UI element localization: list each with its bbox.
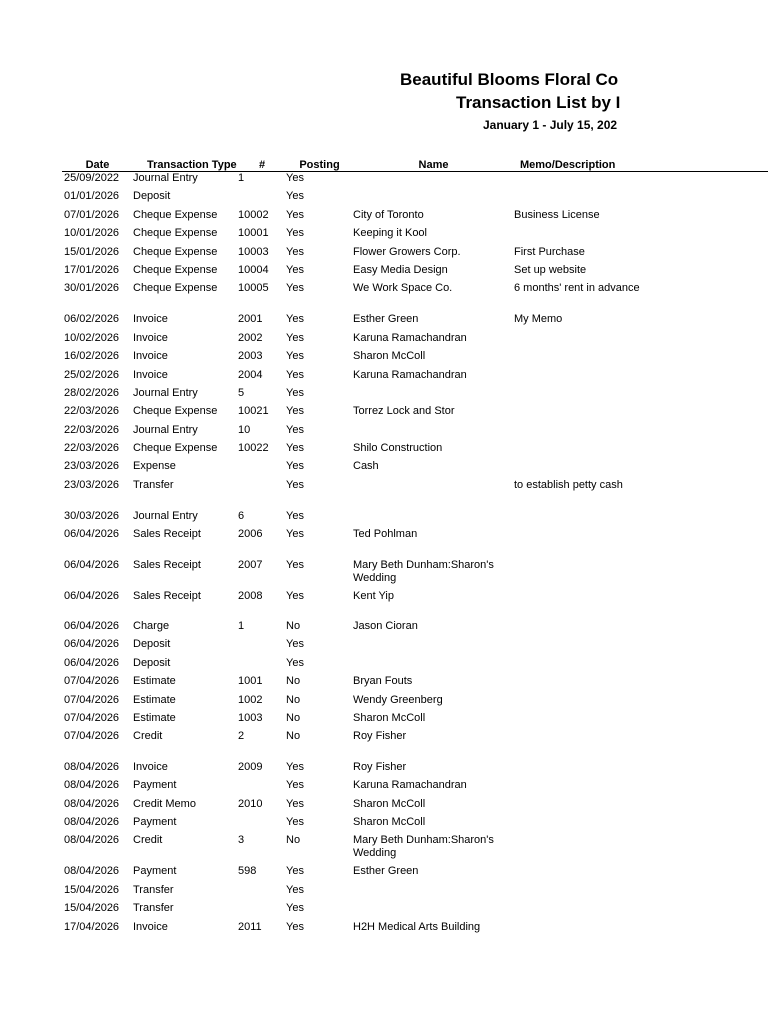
column-header-number: #: [238, 152, 286, 172]
cell-posting: Yes: [286, 190, 304, 203]
cell-transaction-type: Journal Entry: [133, 386, 198, 399]
cell-memo: [514, 510, 768, 528]
cell-date: 07/04/2026: [64, 730, 120, 743]
cell-transaction-type: Payment: [133, 865, 177, 878]
cell-date: 23/03/2026: [64, 460, 120, 473]
cell-transaction-type: Journal Entry: [133, 509, 198, 522]
report-period: January 1 - July 15, 202: [483, 118, 618, 132]
table-row: [62, 657, 768, 675]
cell-posting: No: [286, 693, 301, 706]
cell-name: [353, 638, 514, 656]
cell-date: 06/02/2026: [64, 313, 120, 326]
cell-posting: No: [286, 711, 301, 724]
cell-memo: [514, 902, 768, 920]
cell-memo: [514, 884, 768, 902]
cell-number: 5: [238, 386, 245, 399]
cell-memo: [514, 816, 768, 834]
cell-posting: No: [286, 834, 301, 847]
cell-name: Mary Beth Dunham:Sharon's Wedding: [353, 558, 494, 584]
cell-date: 06/04/2026: [64, 620, 120, 633]
spacer-cell: [62, 608, 768, 620]
cell-number: 2008: [238, 589, 263, 602]
cell-name: [353, 387, 514, 405]
cell-date: 17/04/2026: [64, 920, 120, 933]
cell-date: 08/04/2026: [64, 797, 120, 810]
cell-name: Mary Beth Dunham:Sharon's Wedding: [353, 834, 494, 860]
table-row: [62, 884, 768, 902]
cell-posting: Yes: [286, 865, 304, 878]
transaction-table-container: [62, 152, 768, 1012]
cell-name: Karuna Ramachandran: [353, 368, 467, 381]
cell-transaction-type: Deposit: [133, 638, 171, 651]
cell-memo: [514, 675, 768, 693]
cell-date: 16/02/2026: [64, 350, 120, 363]
cell-name: [353, 424, 514, 442]
cell-memo: Business License: [514, 208, 600, 221]
cell-name: We Work Space Co.: [353, 282, 453, 295]
cell-number: 3: [238, 834, 245, 847]
cell-name: City of Toronto: [353, 208, 424, 221]
spacer-cell: [62, 749, 768, 761]
cell-transaction-type: Sales Receipt: [133, 528, 201, 541]
cell-posting: Yes: [286, 386, 304, 399]
table-row: [62, 761, 768, 779]
cell-date: 06/04/2026: [64, 656, 120, 669]
table-row: [62, 559, 768, 590]
cell-transaction-type: Cheque Expense: [133, 282, 218, 295]
cell-name: Flower Growers Corp.: [353, 245, 461, 258]
table-row: [62, 209, 768, 227]
cell-transaction-type: Invoice: [133, 350, 168, 363]
table-body: [62, 172, 768, 939]
cell-number: 10: [238, 423, 251, 436]
cell-number: 1003: [238, 711, 263, 724]
table-row: [62, 712, 768, 730]
column-header-transaction-type: Transaction Type: [133, 152, 238, 172]
cell-posting: Yes: [286, 638, 304, 651]
table-row: [62, 816, 768, 834]
table-row: [62, 313, 768, 331]
cell-name: [353, 479, 514, 510]
cell-name: Sharon McColl: [353, 711, 426, 724]
cell-transaction-type: Payment: [133, 779, 177, 792]
cell-name: [353, 884, 514, 902]
cell-date: 08/04/2026: [64, 865, 120, 878]
cell-posting: Yes: [286, 263, 304, 276]
cell-number: 10002: [238, 208, 269, 221]
cell-posting: Yes: [286, 589, 304, 602]
cell-date: 15/04/2026: [64, 883, 120, 896]
cell-posting: Yes: [286, 760, 304, 773]
cell-name: Jason Cioran: [353, 620, 418, 633]
cell-memo: [514, 834, 768, 865]
cell-posting: Yes: [286, 227, 304, 240]
table-row: [62, 590, 768, 608]
cell-memo: [514, 190, 768, 208]
cell-posting: Yes: [286, 509, 304, 522]
cell-date: 07/04/2026: [64, 675, 120, 688]
cell-number: 10001: [238, 227, 269, 240]
cell-transaction-type: Cheque Expense: [133, 208, 218, 221]
cell-name: Shilo Construction: [353, 442, 443, 455]
cell-transaction-type: Invoice: [133, 313, 168, 326]
cell-number: [238, 816, 286, 834]
cell-name: H2H Medical Arts Building: [353, 920, 481, 933]
cell-date: 30/03/2026: [64, 509, 120, 522]
cell-number: 2: [238, 730, 245, 743]
column-header-name: Name: [353, 152, 514, 172]
table-row: [62, 350, 768, 368]
table-row: [62, 190, 768, 208]
report-header: [0, 0, 768, 150]
table-row: [62, 921, 768, 939]
cell-number: 10005: [238, 282, 269, 295]
cell-memo: [514, 761, 768, 779]
cell-number: [238, 479, 286, 510]
cell-number: 2009: [238, 760, 263, 773]
cell-name: [353, 172, 514, 191]
row-spacer: [62, 547, 768, 559]
cell-name: Sharon McColl: [353, 797, 426, 810]
cell-posting: Yes: [286, 172, 304, 184]
cell-posting: Yes: [286, 368, 304, 381]
row-spacer: [62, 749, 768, 761]
table-row: [62, 902, 768, 920]
cell-memo: [514, 590, 768, 608]
cell-memo: [514, 620, 768, 638]
cell-number: 6: [238, 509, 245, 522]
cell-memo: [514, 921, 768, 939]
cell-memo: [514, 865, 768, 883]
cell-name: Karuna Ramachandran: [353, 779, 467, 792]
cell-posting: No: [286, 730, 301, 743]
cell-memo: 6 months' rent in advance: [514, 282, 640, 295]
cell-number: 2006: [238, 528, 263, 541]
cell-date: 07/01/2026: [64, 208, 120, 221]
column-header-date: Date: [62, 152, 133, 172]
cell-posting: Yes: [286, 528, 304, 541]
cell-transaction-type: Charge: [133, 620, 170, 633]
cell-name: Karuna Ramachandran: [353, 331, 467, 344]
cell-number: 2002: [238, 331, 263, 344]
cell-name: Esther Green: [353, 313, 419, 326]
cell-posting: Yes: [286, 558, 304, 571]
cell-transaction-type: Transfer: [133, 902, 174, 915]
cell-posting: Yes: [286, 815, 304, 828]
column-header-posting: Posting: [286, 152, 353, 172]
cell-memo: [514, 460, 768, 478]
cell-memo: [514, 172, 768, 191]
cell-posting: Yes: [286, 423, 304, 436]
table-row: [62, 387, 768, 405]
cell-number: 598: [238, 865, 257, 878]
cell-number: 2004: [238, 368, 263, 381]
table-row: [62, 264, 768, 282]
cell-name: Torrez Lock and Stor: [353, 405, 455, 418]
cell-name: [353, 902, 514, 920]
cell-date: 22/03/2026: [64, 442, 120, 455]
cell-transaction-type: Deposit: [133, 656, 171, 669]
cell-number: 2011: [238, 920, 262, 933]
cell-name: [353, 190, 514, 208]
cell-date: 01/01/2026: [64, 190, 120, 203]
cell-number: 10022: [238, 442, 269, 455]
cell-transaction-type: Deposit: [133, 190, 171, 203]
cell-number: 2001: [238, 313, 263, 326]
cell-memo: First Purchase: [514, 245, 585, 258]
cell-posting: Yes: [286, 883, 304, 896]
spacer-cell: [62, 547, 768, 559]
cell-transaction-type: Invoice: [133, 760, 168, 773]
cell-memo: [514, 779, 768, 797]
report-title: Transaction List by I: [456, 93, 621, 112]
cell-number: [238, 460, 286, 478]
table-row: [62, 405, 768, 423]
cell-name: Roy Fisher: [353, 730, 407, 743]
cell-memo: [514, 730, 768, 748]
cell-memo: [514, 528, 768, 546]
cell-number: [238, 190, 286, 208]
cell-posting: Yes: [286, 350, 304, 363]
cell-memo: [514, 442, 768, 460]
table-row: [62, 620, 768, 638]
cell-date: 06/04/2026: [64, 638, 120, 651]
cell-posting: Yes: [286, 245, 304, 258]
cell-memo: [514, 227, 768, 245]
cell-name: Sharon McColl: [353, 815, 426, 828]
table-row: [62, 282, 768, 313]
cell-name: Esther Green: [353, 865, 419, 878]
cell-date: 25/02/2026: [64, 368, 120, 381]
cell-name: Sharon McColl: [353, 350, 426, 363]
table-row: [62, 424, 768, 442]
cell-number: 2007: [238, 558, 263, 571]
table-row: [62, 369, 768, 387]
cell-transaction-type: Estimate: [133, 675, 176, 688]
table-row: [62, 332, 768, 350]
cell-transaction-type: Payment: [133, 815, 177, 828]
cell-transaction-type: Sales Receipt: [133, 558, 201, 571]
cell-number: 2010: [238, 797, 263, 810]
cell-memo: [514, 694, 768, 712]
cell-date: 17/01/2026: [64, 263, 120, 276]
cell-posting: Yes: [286, 478, 304, 491]
cell-name: Kent Yip: [353, 589, 394, 602]
table-row: [62, 510, 768, 528]
cell-memo: [514, 350, 768, 368]
cell-date: 07/04/2026: [64, 711, 120, 724]
cell-transaction-type: Estimate: [133, 693, 176, 706]
cell-name: Keeping it Kool: [353, 227, 427, 240]
transaction-table: [62, 152, 768, 939]
cell-date: 07/04/2026: [64, 693, 120, 706]
cell-date: 22/03/2026: [64, 405, 120, 418]
cell-transaction-type: Invoice: [133, 920, 168, 933]
cell-name: [353, 510, 514, 528]
cell-transaction-type: Expense: [133, 460, 176, 473]
table-row: [62, 442, 768, 460]
cell-number: 1: [238, 620, 245, 633]
table-header: [62, 152, 768, 172]
cell-memo: [514, 638, 768, 656]
table-row: [62, 675, 768, 693]
cell-transaction-type: Cheque Expense: [133, 405, 218, 418]
cell-posting: Yes: [286, 920, 304, 933]
cell-name: Roy Fisher: [353, 760, 407, 773]
cell-number: 2003: [238, 350, 263, 363]
cell-posting: Yes: [286, 797, 304, 810]
cell-name: [353, 657, 514, 675]
cell-date: 06/04/2026: [64, 589, 120, 602]
cell-number: [238, 657, 286, 675]
cell-posting: Yes: [286, 405, 304, 418]
cell-transaction-type: Cheque Expense: [133, 263, 218, 276]
cell-transaction-type: Invoice: [133, 331, 168, 344]
cell-posting: No: [286, 620, 301, 633]
cell-name: Easy Media Design: [353, 263, 448, 276]
column-header-memo: Memo/Description: [514, 152, 768, 172]
cell-memo: [514, 657, 768, 675]
cell-transaction-type: Cheque Expense: [133, 442, 218, 455]
cell-memo: [514, 712, 768, 730]
cell-transaction-type: Cheque Expense: [133, 227, 218, 240]
cell-transaction-type: Transfer: [133, 883, 174, 896]
table-row: [62, 479, 768, 510]
cell-transaction-type: Estimate: [133, 711, 176, 724]
table-row: [62, 172, 768, 191]
cell-number: 1: [238, 172, 245, 184]
cell-transaction-type: Invoice: [133, 368, 168, 381]
cell-transaction-type: Credit Memo: [133, 797, 196, 810]
cell-date: 22/03/2026: [64, 423, 120, 436]
cell-number: [238, 884, 286, 902]
table-row: [62, 528, 768, 546]
cell-date: 08/04/2026: [64, 760, 120, 773]
cell-transaction-type: Credit: [133, 730, 163, 743]
cell-name: Cash: [353, 460, 379, 473]
cell-date: 06/04/2026: [64, 558, 120, 571]
cell-date: 25/09/2022: [64, 172, 120, 184]
cell-date: 28/02/2026: [64, 386, 120, 399]
cell-memo: [514, 369, 768, 387]
cell-number: 10021: [238, 405, 269, 418]
cell-transaction-type: Sales Receipt: [133, 589, 201, 602]
row-spacer: [62, 608, 768, 620]
table-row: [62, 798, 768, 816]
cell-memo: My Memo: [514, 313, 563, 326]
cell-posting: Yes: [286, 313, 304, 326]
cell-number: 1001: [238, 675, 263, 688]
table-row: [62, 694, 768, 712]
cell-posting: Yes: [286, 442, 304, 455]
table-row: [62, 246, 768, 264]
cell-memo: Set up website: [514, 263, 587, 276]
cell-name: Wendy Greenberg: [353, 693, 443, 706]
cell-date: 10/01/2026: [64, 227, 120, 240]
cell-date: 08/04/2026: [64, 815, 120, 828]
cell-date: 15/01/2026: [64, 245, 120, 258]
cell-memo: [514, 405, 768, 423]
cell-posting: Yes: [286, 282, 304, 295]
cell-date: 30/01/2026: [64, 282, 120, 295]
cell-posting: Yes: [286, 902, 304, 915]
cell-transaction-type: Journal Entry: [133, 172, 198, 184]
cell-date: 08/04/2026: [64, 834, 120, 847]
table-row: [62, 460, 768, 478]
cell-posting: Yes: [286, 460, 304, 473]
cell-number: 10004: [238, 263, 269, 276]
cell-transaction-type: Transfer: [133, 478, 174, 491]
cell-date: 15/04/2026: [64, 902, 120, 915]
cell-posting: Yes: [286, 656, 304, 669]
table-row: [62, 227, 768, 245]
cell-number: [238, 902, 286, 920]
cell-date: 06/04/2026: [64, 528, 120, 541]
cell-name: Ted Pohlman: [353, 528, 418, 541]
cell-transaction-type: Journal Entry: [133, 423, 198, 436]
cell-number: 1002: [238, 693, 263, 706]
header-row: [62, 152, 768, 172]
cell-number: [238, 779, 286, 797]
cell-memo: [514, 332, 768, 350]
company-name: Beautiful Blooms Floral Co: [400, 70, 619, 89]
cell-date: 08/04/2026: [64, 779, 120, 792]
cell-memo: [514, 559, 768, 590]
cell-posting: Yes: [286, 208, 304, 221]
cell-memo: [514, 798, 768, 816]
cell-posting: Yes: [286, 331, 304, 344]
cell-memo: to establish petty cash: [514, 478, 623, 491]
cell-number: [238, 638, 286, 656]
cell-memo: [514, 387, 768, 405]
table-row: [62, 834, 768, 865]
cell-date: 23/03/2026: [64, 478, 120, 491]
cell-posting: No: [286, 675, 301, 688]
cell-memo: [514, 424, 768, 442]
table-row: [62, 865, 768, 883]
table-row: [62, 638, 768, 656]
table-row: [62, 779, 768, 797]
cell-posting: Yes: [286, 779, 304, 792]
cell-transaction-type: Credit: [133, 834, 163, 847]
cell-number: 10003: [238, 245, 269, 258]
cell-name: Bryan Fouts: [353, 675, 413, 688]
cell-transaction-type: Cheque Expense: [133, 245, 218, 258]
table-row: [62, 730, 768, 748]
cell-date: 10/02/2026: [64, 331, 120, 344]
